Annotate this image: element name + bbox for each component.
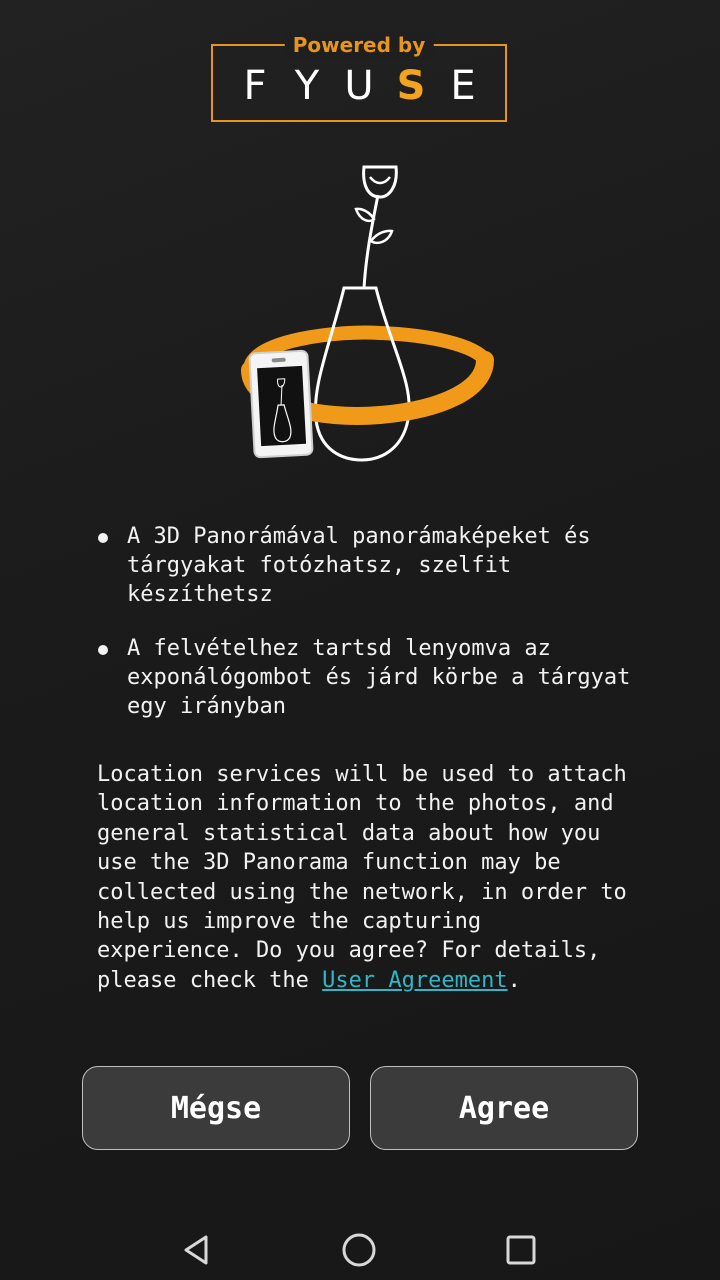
back-button[interactable] — [167, 1226, 227, 1274]
brand-letter: Y — [294, 63, 320, 109]
bullet-dot-icon — [98, 533, 108, 543]
brand-letter: U — [344, 63, 374, 109]
privacy-notice-text: Location services will be used to attach location information to the photos, and general statistical data about how you use the 3D Panorama function may be collected using the network, in order to help us improve the capturing experience. Do you agree? For details, please check the — [97, 762, 627, 993]
triangle-back-icon — [180, 1233, 214, 1267]
list-item-text: A 3D Panorámával panorámaképeket és tárgyakat fotózhatsz, szelfit készíthetsz — [127, 524, 591, 607]
user-agreement-link[interactable]: User Agreement — [322, 967, 508, 993]
square-recents-icon — [504, 1233, 538, 1267]
list-item-text: A felvételhez tartsd lenyomva az exponálógombot és járd körbe a tárgyat egy irányban — [127, 636, 631, 719]
brand-wordmark — [213, 64, 505, 108]
fyuse-logo — [211, 33, 507, 122]
agree-button[interactable]: Agree — [370, 1066, 638, 1150]
rotate-around-vase-illustration — [230, 155, 495, 465]
list-item — [96, 522, 636, 609]
list-item — [96, 634, 636, 721]
recents-button[interactable] — [491, 1226, 551, 1274]
powered-by-label: Powered by — [285, 32, 434, 58]
brand-letter: S — [396, 63, 426, 109]
brand-letter: E — [450, 63, 476, 109]
cancel-button[interactable]: Mégse — [82, 1066, 350, 1150]
circle-home-icon — [340, 1231, 378, 1269]
privacy-notice-suffix: . — [507, 967, 521, 993]
feature-list — [96, 522, 636, 746]
brand-letter: F — [243, 63, 267, 109]
home-button[interactable] — [329, 1226, 389, 1274]
privacy-notice — [97, 760, 637, 995]
bullet-dot-icon — [98, 645, 108, 655]
system-navigation-bar — [0, 1220, 720, 1280]
